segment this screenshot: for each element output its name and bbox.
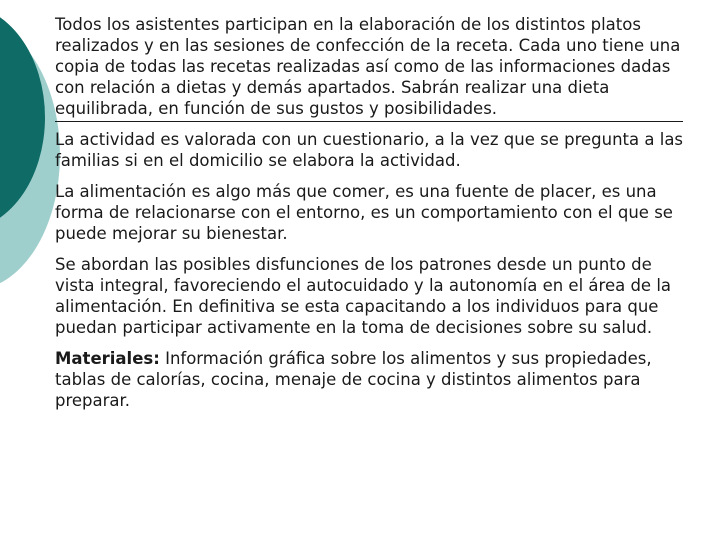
decorative-circles	[0, 0, 60, 300]
paragraph-nutrition: La alimentación es algo más que comer, es una fuente de placer, es una forma de relacionarse con el entorno, es un comportamiento con el que se puede mejorar su bienestar.	[55, 182, 673, 243]
paragraph-participation: Todos los asistentes participan en la elaboración de los distintos platos realizados y en las sesiones de confección de la receta. Cada uno tiene una copia de todas las recetas realizadas así como de las informaciones dadas con relación a dietas y demás apartados. Sabrán realizar una dieta equilibrada, en función de sus gustos y posibilidades.	[55, 15, 681, 118]
materials-text: Información gráfica sobre los alimentos y sus propiedades, tablas de calorías, cocina, menaje de cocina y distintos alimentos para preparar.	[55, 349, 652, 410]
paragraph-approach: Se abordan las posibles disfunciones de los patrones desde un punto de vista integral, favoreciendo el autocuidado y la autonomía en el área de la alimentación. En definitiva se esta capacitando a los individuos para que puedan participar activamente en la toma de decisiones sobre su salud.	[55, 255, 672, 337]
materials-label: Materiales:	[55, 349, 160, 368]
paragraph-evaluation: La actividad es valorada con un cuestionario, a la vez que se pregunta a las familias si en el domicilio se elabora la actividad.	[55, 130, 684, 170]
text-body	[55, 14, 695, 411]
paragraph-materials	[55, 348, 695, 411]
